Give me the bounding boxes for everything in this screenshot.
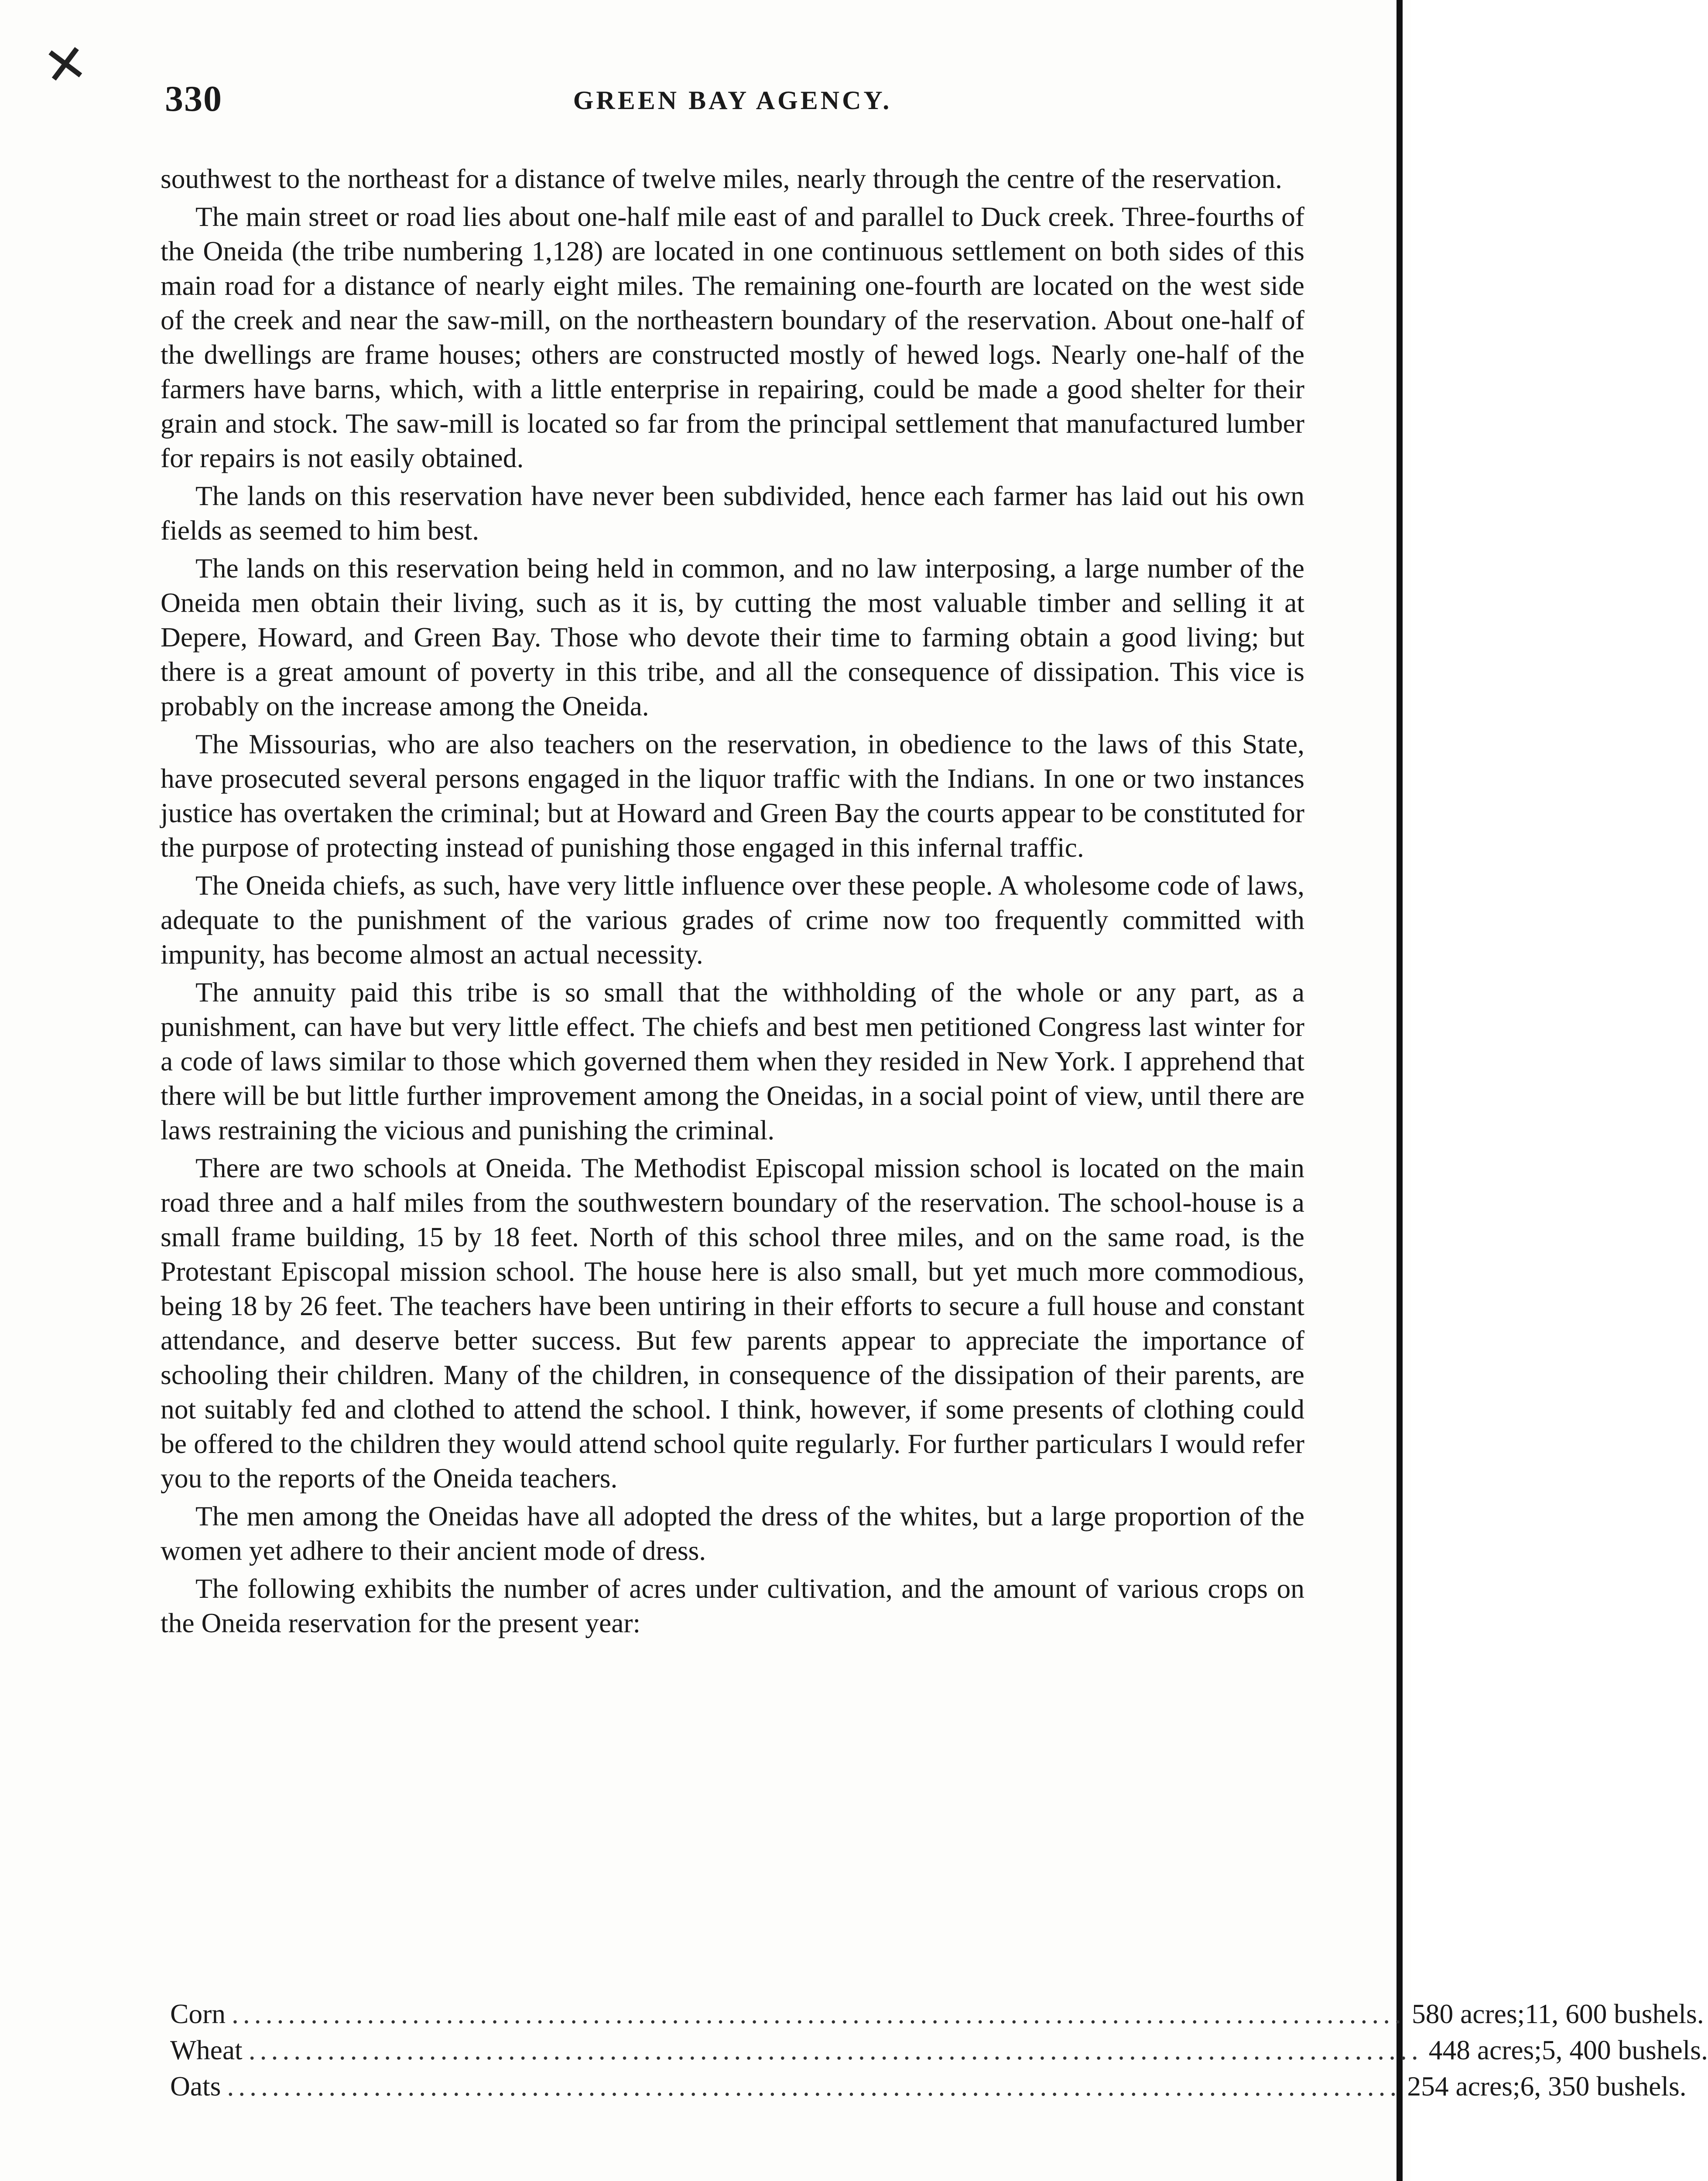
crop-acres: 448 acres; xyxy=(1428,2034,1542,2065)
crop-name: Oats xyxy=(170,2071,221,2102)
leader-dots: ........................................................................................................ xyxy=(232,1998,1406,2029)
crop-row-wheat xyxy=(170,2032,1708,2068)
scan-edge-shadow xyxy=(1397,0,1403,2181)
crop-name: Corn xyxy=(170,1998,226,2029)
paragraph: The lands on this reservation have never been subdivided, hence each farmer has laid out his own fields as seemed to him best. xyxy=(161,480,1304,546)
paragraph: The Missourias, who are also teachers on the reservation, in obedience to the laws of this State, have prosecuted several persons engaged in the liquor traffic with the Indians. In one or two instances justice has overtaken the criminal; but at Howard and Green Bay the courts appear to be constituted for the purpose of protecting instead of punishing those engaged in this infernal traffic. xyxy=(161,728,1305,863)
crop-acres: 580 acres; xyxy=(1412,1998,1525,2029)
paragraph: The men among the Oneidas have all adopted the dress of the whites, but a large proportion of the women yet adhere to their ancient mode of dress. xyxy=(161,1501,1304,1566)
paragraph: southwest to the northeast for a distance of twelve miles, nearly through the centre of the reservation. xyxy=(161,163,1282,194)
body-text xyxy=(161,161,1304,1644)
crop-name: Wheat xyxy=(170,2034,243,2065)
paragraph: The main street or road lies about one-half mile east of and parallel to Duck creek. Three-fourths of the Oneida (the tribe numbering 1,128) are located in one continuous settlement on both sides of this main road for a distance of nearly eight miles. The remaining one-fourth are located on the west side of the creek and near the saw-mill, on the northeastern boundary of the reservation. About one-half of the dwellings are frame houses; others are constructed mostly of hewed logs. Nearly one-half of the farmers have barns, which, with a little enterprise in repairing, could be made a good shelter for their grain and stock. The saw-mill is located so far from the principal settlement that manufactured lumber for repairs is not easily obtained. xyxy=(161,201,1304,473)
page-number: 330 xyxy=(165,79,222,119)
crop-bushels: 5, 400 bushels. xyxy=(1541,2034,1708,2065)
crop-table xyxy=(170,1996,1708,2104)
paragraph: The lands on this reservation being held in common, and no law interposing, a large number of the Oneida men obtain their living, such as it is, by cutting the most valuable timber and selling it at Depere, Howard, and Green Bay. Those who devote their time to farming obtain a good living; but there is a great amount of poverty in this tribe, and all the consequence of dissipation. This vice is probably on the increase among the Oneida. xyxy=(161,553,1304,721)
page-header xyxy=(161,78,1304,126)
crop-acres: 254 acres; xyxy=(1407,2071,1520,2102)
crop-row-corn xyxy=(170,1996,1704,2032)
paragraph: The annuity paid this tribe is so small that the withholding of the whole or any part, as a punishment, can have but very little effect. The chiefs and best men petitioned Congress last winter for a code of laws similar to those which governed them when they resided in New York. I apprehend that there will be but little further improvement among the Oneidas, in a social point of view, until there are laws restraining the vicious and punishing the criminal. xyxy=(161,977,1304,1145)
paragraph: There are two schools at Oneida. The Methodist Episcopal mission school is located on the main road three and a half miles from the southwestern boundary of the reservation. The school-house is a small frame building, 15 by 18 feet. North of this school three miles, and on the same road, is the Protestant Episcopal mission school. The house here is also small, but yet much more commodious, being 18 by 26 feet. The teachers have been untiring in their efforts to secure a full house and constant attendance, and deserve better success. But few parents appear to appreciate the importance of schooling their children. Many of the children, in consequence of the dissipation of their parents, are not suitably fed and clothed to attend the school. I think, however, if some presents of clothing could be offered to the children they would attend school quite regularly. For further particulars I would refer you to the reports of the Oneida teachers. xyxy=(161,1152,1304,1494)
paragraph: The following exhibits the number of acres under cultivation, and the amount of various crops on the Oneida reservation for the present year: xyxy=(161,1573,1304,1638)
leader-dots: ........................................................................................................ xyxy=(248,2034,1423,2065)
leader-dots: ........................................................................................................ xyxy=(227,2071,1401,2102)
paragraph: The Oneida chiefs, as such, have very little influence over these people. A wholesome code of laws, adequate to the punishment of the various grades of crime now too frequently committed with impunity, has become almost an actual necessity. xyxy=(161,870,1304,970)
running-head: GREEN BAY AGENCY. xyxy=(573,86,892,115)
margin-pencil-mark-icon: ✕ xyxy=(39,32,92,99)
crop-bushels: 11, 600 bushels. xyxy=(1525,1998,1704,2029)
crop-row-oats xyxy=(170,2068,1687,2104)
crop-bushels: 6, 350 bushels. xyxy=(1520,2071,1687,2102)
